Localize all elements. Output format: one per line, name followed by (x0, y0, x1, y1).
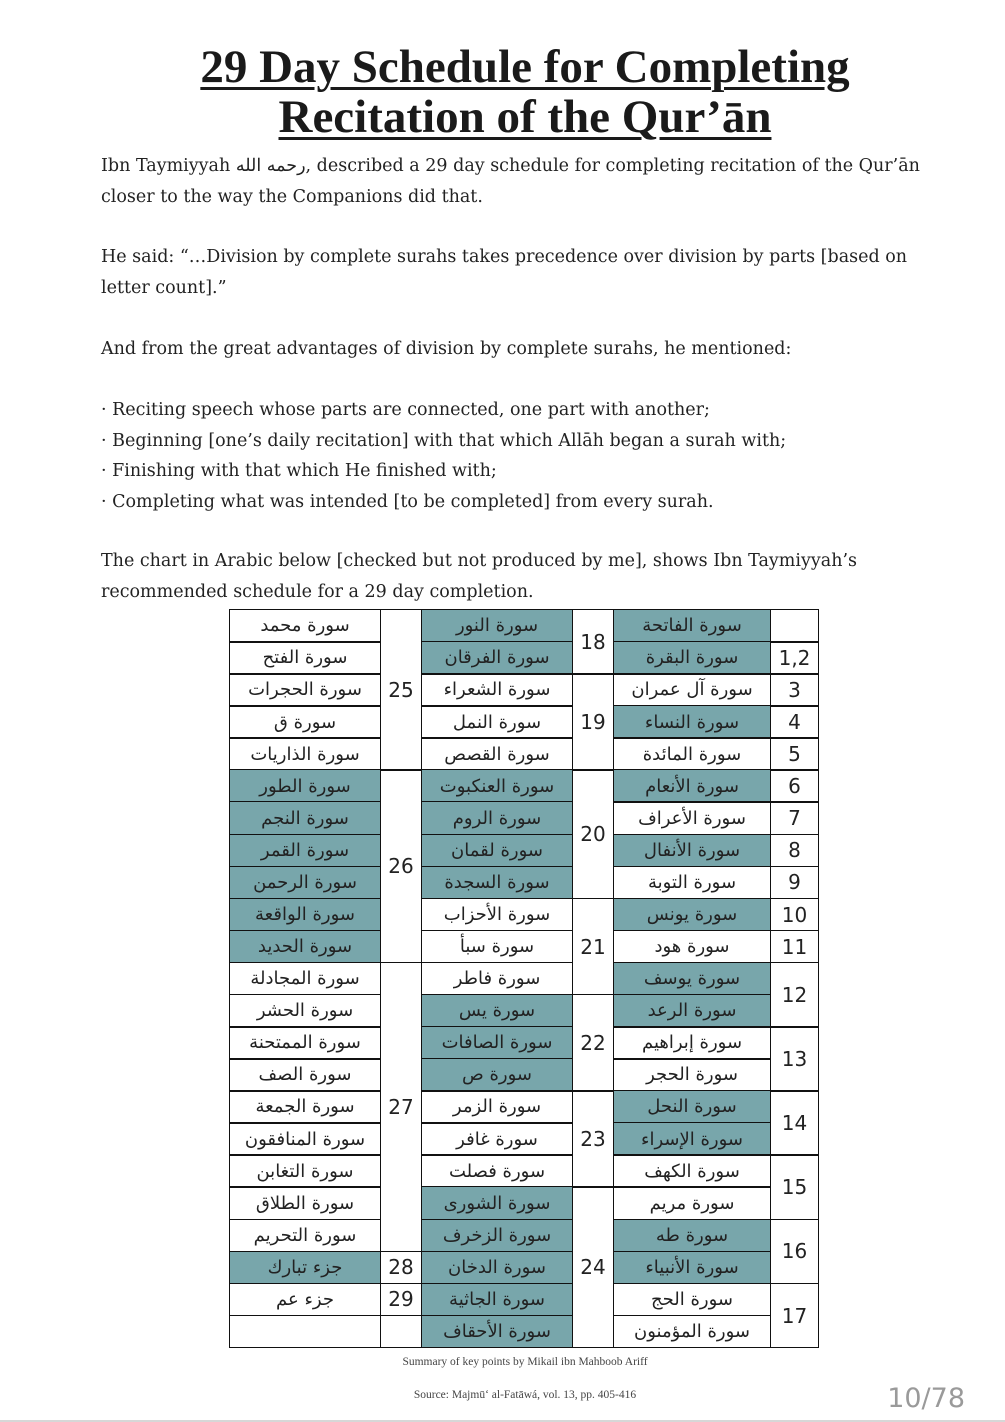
surah-cell: سورة يس (421, 994, 573, 1028)
surah-cell: سورة يوسف (613, 962, 771, 996)
day-cell: 27 (380, 962, 422, 1252)
surah-cell: سورة المجادلة (229, 962, 381, 996)
surah-cell: سورة الصافات (421, 1026, 573, 1060)
surah-cell: سورة النمل (421, 705, 573, 739)
surah-cell: سورة الممتحنة (229, 1026, 381, 1060)
surah-cell: سورة الواقعة (229, 898, 381, 932)
day-cell: 24 (572, 1186, 614, 1348)
surah-cell: سورة الرعد (613, 994, 771, 1028)
advantages-paragraph (101, 334, 951, 365)
day-cell: 13 (770, 1026, 819, 1092)
surah-cell: سورة النحل (613, 1090, 771, 1124)
day-cell: 20 (572, 769, 614, 899)
surah-cell: سورة النور (421, 609, 573, 643)
surah-cell: سورة المنافقون (229, 1122, 381, 1156)
schedule-table (229, 609, 819, 1347)
surah-cell: سورة الأعراف (613, 801, 771, 835)
day-cell: 7 (770, 801, 819, 835)
surah-cell: جزء تبارك (229, 1251, 381, 1285)
surah-cell: سورة الإسراء (613, 1122, 771, 1156)
day-cell: 12 (770, 962, 819, 1028)
surah-cell: سورة الجاثية (421, 1283, 573, 1317)
surah-cell: سورة ق (229, 705, 381, 739)
surah-cell: سورة الأحزاب (421, 898, 573, 932)
day-cell: 22 (572, 994, 614, 1092)
chart-note-text: The chart in Arabic below [checked but not produced by me], shows Ibn Taymiyyah’s recommended schedule for a 29 day completion. (101, 551, 858, 602)
surah-cell: سورة طه (613, 1219, 771, 1253)
surah-cell: سورة يونس (613, 898, 771, 932)
surah-cell: سورة الكهف (613, 1154, 771, 1188)
day-cell: 5 (770, 737, 819, 771)
day-cell: 8 (770, 834, 819, 868)
day-cell: 19 (572, 673, 614, 771)
surah-cell: سورة الحشر (229, 994, 381, 1028)
surah-cell: سورة ص (421, 1058, 573, 1092)
surah-cell: سورة الحديد (229, 930, 381, 964)
surah-cell: سورة العنكبوت (421, 769, 573, 803)
page-title (0, 42, 1005, 142)
day-cell: 14 (770, 1090, 819, 1156)
surah-cell: سورة فاطر (421, 962, 573, 996)
surah-cell: سورة التوبة (613, 866, 771, 900)
surah-cell: سورة الحجر (613, 1058, 771, 1092)
day-cell: 11 (770, 930, 819, 964)
day-cell: 17 (770, 1283, 819, 1349)
list-item: · Beginning [one’s daily recitation] with that which Allāh began a surah with; (101, 430, 787, 451)
surah-cell: سورة البقرة (613, 641, 771, 675)
surah-cell: سورة الشورى (421, 1186, 573, 1220)
day-cell: 9 (770, 866, 819, 900)
surah-cell: سورة الزمر (421, 1090, 573, 1124)
intro-text: Ibn Taymiyyah رحمه الله, described a 29 day schedule for completing recitation of the Qur’ān closer to the way the Companions did that. (101, 156, 920, 207)
advantages-text: And from the great advantages of division by complete surahs, he mentioned: (101, 339, 792, 359)
surah-cell: سورة الروم (421, 801, 573, 835)
surah-cell: سورة الأنبياء (613, 1251, 771, 1285)
surah-cell: جزء عم (229, 1283, 381, 1317)
day-cell: 3 (770, 673, 819, 707)
surah-cell: سورة المائدة (613, 737, 771, 771)
day-cell: 4 (770, 705, 819, 739)
surah-cell: سورة الطور (229, 769, 381, 803)
day-cell (380, 1315, 422, 1349)
surah-cell: سورة الشعراء (421, 673, 573, 707)
page-number: 10/78 (887, 1383, 965, 1414)
list-item: · Reciting speech whose parts are connected, one part with another; (101, 400, 710, 420)
summary-credit: Summary of key points by Mikail ibn Mahboob Ariff (402, 1356, 648, 1368)
intro-paragraph (101, 151, 951, 212)
surah-cell: سورة التغابن (229, 1154, 381, 1188)
day-cell: 15 (770, 1154, 819, 1220)
surah-cell: سورة الدخان (421, 1251, 573, 1285)
surah-cell: سورة غافر (421, 1122, 573, 1156)
day-cell: 18 (572, 609, 614, 675)
surah-cell: سورة محمد (229, 609, 381, 643)
surah-cell: سورة الصف (229, 1058, 381, 1092)
day-cell (770, 609, 819, 643)
surah-cell: سورة المؤمنون (613, 1315, 771, 1349)
title-line-1: 29 Day Schedule for Completing (200, 41, 850, 93)
surah-cell: سورة القصص (421, 737, 573, 771)
day-cell: 23 (572, 1090, 614, 1188)
surah-cell: سورة الحجرات (229, 673, 381, 707)
surah-cell: سورة الفاتحة (613, 609, 771, 643)
quote-text: He said: “…Division by complete surahs takes precedence over division by parts [based on letter count].” (101, 247, 908, 298)
list-item: · Completing what was intended [to be completed] from every surah. (101, 491, 714, 512)
title-line-2: Recitation of the Qur’ān (278, 91, 772, 143)
surah-cell: سورة النساء (613, 705, 771, 739)
surah-cell: سورة آل عمران (613, 673, 771, 707)
day-cell: 6 (770, 769, 819, 803)
surah-cell: سورة الرحمن (229, 866, 381, 900)
surah-cell: سورة النجم (229, 801, 381, 835)
surah-cell: سورة القمر (229, 834, 381, 868)
day-cell: 10 (770, 898, 819, 932)
surah-cell: سورة الأحقاف (421, 1315, 573, 1349)
surah-cell: سورة الزخرف (421, 1219, 573, 1253)
day-cell: 1,2 (770, 641, 819, 675)
surah-cell: سورة الأنفال (613, 834, 771, 868)
surah-cell: سورة الطلاق (229, 1186, 381, 1220)
surah-cell: سورة التحريم (229, 1219, 381, 1253)
surah-cell: سورة مريم (613, 1186, 771, 1220)
day-cell: 25 (380, 609, 422, 771)
surah-cell: سورة سبأ (421, 930, 573, 964)
surah-cell: سورة لقمان (421, 834, 573, 868)
surah-cell (229, 1315, 381, 1349)
source-citation: Source: Majmū‘ al-Fatāwá, vol. 13, pp. 405-416 (413, 1389, 637, 1401)
advantages-list (101, 395, 951, 517)
day-cell: 16 (770, 1219, 819, 1285)
surah-cell: سورة الفتح (229, 641, 381, 675)
surah-cell: سورة الفرقان (421, 641, 573, 675)
surah-cell: سورة الذاريات (229, 737, 381, 771)
chart-note-paragraph (101, 546, 951, 607)
surah-cell: سورة الأنعام (613, 769, 771, 803)
day-cell: 26 (380, 769, 422, 963)
day-cell: 21 (572, 898, 614, 996)
day-cell: 28 (380, 1251, 422, 1285)
surah-cell: سورة فصلت (421, 1154, 573, 1188)
surah-cell: سورة السجدة (421, 866, 573, 900)
surah-cell: سورة الجمعة (229, 1090, 381, 1124)
quote-paragraph (101, 242, 951, 303)
surah-cell: سورة الحج (613, 1283, 771, 1317)
surah-cell: سورة هود (613, 930, 771, 964)
surah-cell: سورة إبراهيم (613, 1026, 771, 1060)
day-cell: 29 (380, 1283, 422, 1317)
list-item: · Finishing with that which He finished with; (101, 461, 497, 481)
